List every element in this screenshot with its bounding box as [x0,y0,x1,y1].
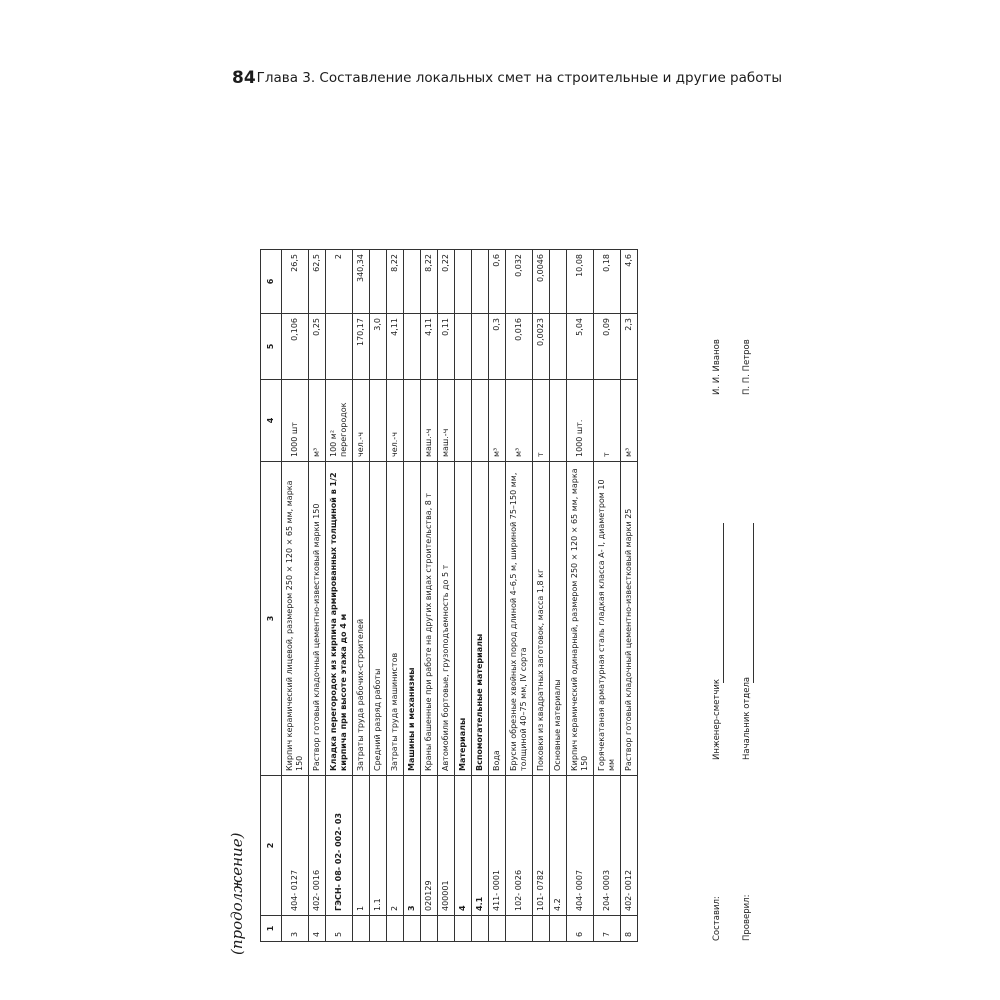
table-cell-c4: м³ [309,380,326,462]
table-cell-c4 [404,380,421,462]
table-cell-c3: Материалы [455,462,472,776]
table-cell-c1 [353,916,370,942]
table-row [533,250,550,942]
table-cell-c2: 102- 0026 [506,776,533,916]
table-cell-c6: 4,6 [621,250,638,314]
table-cell-c5: 0,0023 [533,314,550,380]
table-cell-c2: 402- 0012 [621,776,638,916]
table-row [421,250,438,942]
table-cell-c2: 1.1 [370,776,387,916]
table-cell-c4: м³ [506,380,533,462]
table-cell-c6: 340,34 [353,250,370,314]
table-cell-c3: Средний разряд работы [370,462,387,776]
table-cell-c6: 0,22 [438,250,455,314]
table-row [387,250,404,942]
table-cell-c2: 4.1 [472,776,489,916]
table-cell-c3: Затраты труда рабочих-строителей [353,462,370,776]
table-cell-c6: 0,18 [594,250,621,314]
table-row [353,250,370,942]
table-cell-c2: 4 [455,776,472,916]
table-cell-c3: Кирпич керамический одинарный, размером 250 × 120 × 65 мм, марка 150 [567,462,594,776]
table-cell-c3: Краны башенные при работе на других видах строительства, 8 т [421,462,438,776]
table-row [594,250,621,942]
column-number: 2 [261,776,282,916]
table-cell-c1: 6 [567,916,594,942]
table-cell-c1 [533,916,550,942]
checked-name: П. П. Петров [742,339,752,395]
table-cell-c3: Поковки из квадратных заготовок, масса 1,8 кг [533,462,550,776]
table-cell-c6: 0,032 [506,250,533,314]
table-row [550,250,567,942]
table-cell-c1 [421,916,438,942]
table-cell-c4: маш.-ч [421,380,438,462]
table-row [326,250,353,942]
table-cell-c1: 8 [621,916,638,942]
table-cell-c5 [404,314,421,380]
table-cell-c3: Автомобили бортовые, грузоподъемность до 5 т [438,462,455,776]
table-cell-c6: 62,5 [309,250,326,314]
table-cell-c2: 204- 0003 [594,776,621,916]
column-number: 5 [261,314,282,380]
table-cell-c4 [455,380,472,462]
table-row [489,250,506,942]
table-cell-c4: 1000 шт [282,380,309,462]
compiled-role: Инженер-сметчик [712,679,722,760]
table-row [567,250,594,942]
table-cell-c3: Затраты труда машинистов [387,462,404,776]
table-cell-c4: маш.-ч [438,380,455,462]
table-cell-c3: Горячекатаная арматурная сталь гладкая класса А- I, диаметром 10 мм [594,462,621,776]
table-cell-c6: 0,6 [489,250,506,314]
table-cell-c6 [550,250,567,314]
column-number-row [261,250,282,942]
table-cell-c6: 8,22 [421,250,438,314]
table-cell-c5 [455,314,472,380]
table-cell-c6 [472,250,489,314]
table-row [282,250,309,942]
table-row [455,250,472,942]
column-number: 4 [261,380,282,462]
table-cell-c1 [387,916,404,942]
table-cell-c4 [472,380,489,462]
table-cell-c1 [438,916,455,942]
table-cell-c2: 020129 [421,776,438,916]
table-cell-c2: 3 [404,776,421,916]
table-cell-c6 [404,250,421,314]
table-cell-c5: 0,106 [282,314,309,380]
estimate-table [260,249,638,942]
continuation-label: (продолжение) [228,832,246,955]
table-cell-c1 [489,916,506,942]
table-cell-c5: 3,0 [370,314,387,380]
checked-role: Начальник отдела [742,676,752,760]
table-cell-c5 [326,314,353,380]
table-cell-c1: 4 [309,916,326,942]
table-cell-c6: 26,5 [282,250,309,314]
column-number: 1 [261,916,282,942]
table-cell-c2: 402- 0016 [309,776,326,916]
table-cell-c2: 4.2 [550,776,567,916]
checked-signature-line [753,523,754,683]
table-cell-c6: 0,0046 [533,250,550,314]
checked-label: Проверил: [742,894,752,941]
table-cell-c2: ГЭСН- 08- 02- 002- 03 [326,776,353,916]
table-cell-c3: Вспомогательные материалы [472,462,489,776]
table-cell-c6: 8,22 [387,250,404,314]
table-row [370,250,387,942]
table-cell-c4: 100 м² перегородок [326,380,353,462]
table-cell-c1 [370,916,387,942]
table-cell-c6: 2 [326,250,353,314]
table-cell-c2: 404- 0007 [567,776,594,916]
compiled-signature-line [723,523,724,683]
page-number: 84 [232,68,256,88]
table-cell-c5: 5,04 [567,314,594,380]
table-cell-c1: 3 [282,916,309,942]
table-cell-c1: 7 [594,916,621,942]
table-cell-c3: Машины и механизмы [404,462,421,776]
table-row [506,250,533,942]
table-cell-c5: 0,11 [438,314,455,380]
column-number: 3 [261,462,282,776]
table-row [404,250,421,942]
table-cell-c4: т [594,380,621,462]
table-cell-c4: чел.-ч [387,380,404,462]
table-cell-c4: м³ [489,380,506,462]
table-cell-c1: 5 [326,916,353,942]
table-cell-c5 [550,314,567,380]
table-cell-c4: м³ [621,380,638,462]
table-cell-c1 [455,916,472,942]
table-cell-c3: Основные материалы [550,462,567,776]
table-cell-c5: 0,3 [489,314,506,380]
table-row [309,250,326,942]
table-cell-c3: Кладка перегородок из кирпича армированных толщиной в 1/2 кирпича при высоте этажа до 4 м [326,462,353,776]
table-cell-c3: Раствор готовый кладочный цементно-известковый марки 150 [309,462,326,776]
table-cell-c5: 0,09 [594,314,621,380]
table-cell-c4 [550,380,567,462]
table-cell-c6 [455,250,472,314]
table-cell-c1 [506,916,533,942]
table-cell-c2: 1 [353,776,370,916]
chapter-title: Глава 3. Составление локальных смет на строительные и другие работы [256,70,782,86]
table-cell-c4: 1000 шт. [567,380,594,462]
table-cell-c5: 4,11 [421,314,438,380]
table-cell-c4: т [533,380,550,462]
compiled-name: И. И. Иванов [712,339,722,395]
table-cell-c5: 0,25 [309,314,326,380]
table-row [438,250,455,942]
table-cell-c3: Кирпич керамический лицевой, размером 250 × 120 × 65 мм, марка 150 [282,462,309,776]
compiled-label: Составил: [712,896,722,941]
table-cell-c1 [472,916,489,942]
table-cell-c5: 170,17 [353,314,370,380]
table-cell-c4: чел.-ч [353,380,370,462]
table-cell-c4 [370,380,387,462]
table-cell-c5: 2,3 [621,314,638,380]
table-cell-c6 [370,250,387,314]
table-cell-c2: 2 [387,776,404,916]
table-cell-c2: 404- 0127 [282,776,309,916]
table-cell-c2: 400001 [438,776,455,916]
table-cell-c2: 101- 0782 [533,776,550,916]
table-cell-c5 [472,314,489,380]
rotated-table-page [228,135,788,955]
table-cell-c5: 0,016 [506,314,533,380]
table-cell-c3: Вода [489,462,506,776]
table-cell-c3: Раствор готовый кладочный цементно-известковый марки 25 [621,462,638,776]
table-row [472,250,489,942]
table-cell-c6: 10,08 [567,250,594,314]
table-cell-c3: Бруски обрезные хвойных пород длиной 4–6,5 м, шириной 75–150 мм, толщиной 40–75 мм, IV сорта [506,462,533,776]
table-cell-c5: 4,11 [387,314,404,380]
table-row [621,250,638,942]
table-cell-c1 [404,916,421,942]
table-cell-c1 [550,916,567,942]
table-cell-c2: 411- 0001 [489,776,506,916]
column-number: 6 [261,250,282,314]
